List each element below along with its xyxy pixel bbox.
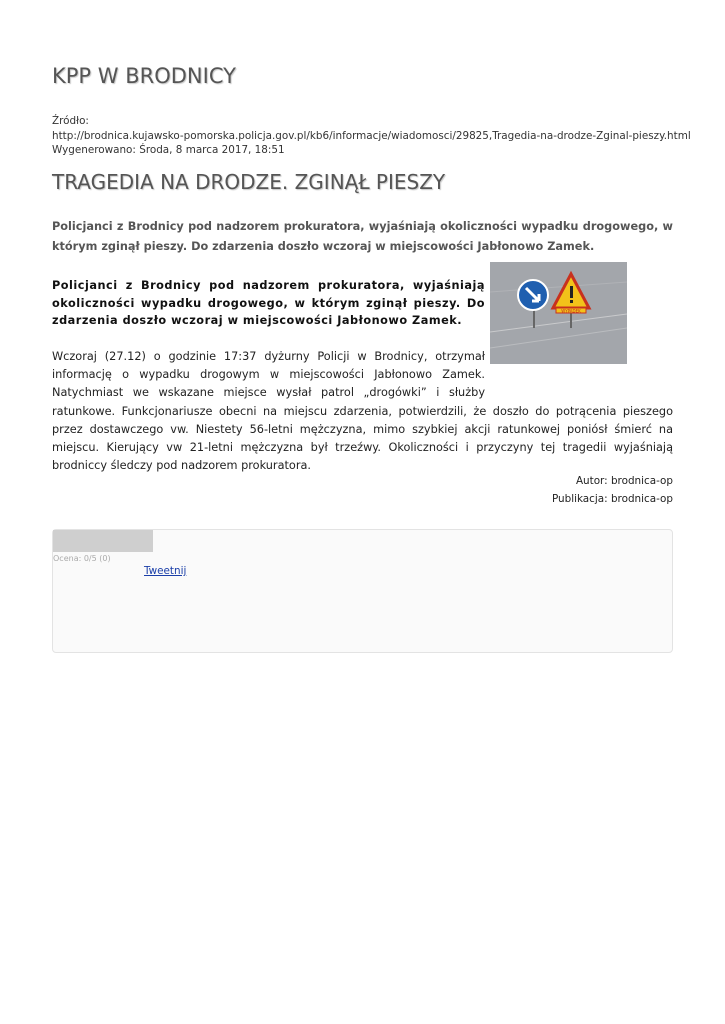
rating-text: Ocena: 0/5 (0) xyxy=(53,554,111,563)
publication: Publikacja: brodnica-op xyxy=(551,493,673,505)
article-body xyxy=(52,348,673,475)
article-lead: Policjanci z Brodnicy pod nadzorem prokuratora, wyjaśniają okoliczności wypadku drogowego, w którym zginął pieszy. Do zdarzenia doszło wczoraj w miejscowości Jabłonowo Zamek. xyxy=(52,220,673,253)
generated-date: Wygenerowano: Środa, 8 marca 2017, 18:51 xyxy=(52,144,285,157)
rating-panel xyxy=(52,529,673,653)
site-title: KPP W BRODNICY xyxy=(52,64,236,88)
article-intro: Policjanci z Brodnicy pod nadzorem prokuratora, wyjaśniają okoliczności wypadku drogowego, w którym zginął pieszy. Do zdarzenia doszło wczoraj w miejscowości Jabłonowo Zamek. xyxy=(52,279,485,327)
article-title: TRAGEDIA NA DRODZE. ZGINĄŁ PIESZY xyxy=(52,170,446,194)
source-label: Źródło: xyxy=(52,115,89,127)
article-body-part-2: ratunkowe. Funkcjonariusze obecni na miejscu zdarzenia, potwierdzili, że doszło do potrącenia pieszego przez dostawczego vw. Niestety 56-letni mężczyzna, mimo szybkiej akcji ratunkowej poniósł śmierć na miejscu. Kierujący vw 21-letni mężczyzna był trzeźwy. Okoliczności i przyczyny tej tragedii wyjaśniają brodniccy śledczy pod nadzorem prokuratora. xyxy=(52,404,673,473)
author: Autor: brodnica-op xyxy=(575,475,673,487)
tweet-link[interactable]: Tweetnij xyxy=(144,565,187,577)
article-body-part-1: Wczoraj (27.12) o godzinie 17:37 dyżurny Policji w Brodnicy, otrzymał informację o wypadku drogowym w miejscowości Jabłonowo Zamek. Natychmiast we wskazane miejsce wysłał patrol „drogówki” i służby xyxy=(52,350,485,400)
source-url: http://brodnica.kujawsko-pomorska.policja.gov.pl/kb6/informacje/wiadomosci/29825,Tragedia-na-drodze-Zginal-pieszy.html xyxy=(52,129,691,142)
article-credits xyxy=(552,472,673,508)
source-meta xyxy=(52,114,691,158)
sign-label: WYPADEK xyxy=(561,308,581,314)
rating-stars-bar[interactable] xyxy=(53,530,153,552)
